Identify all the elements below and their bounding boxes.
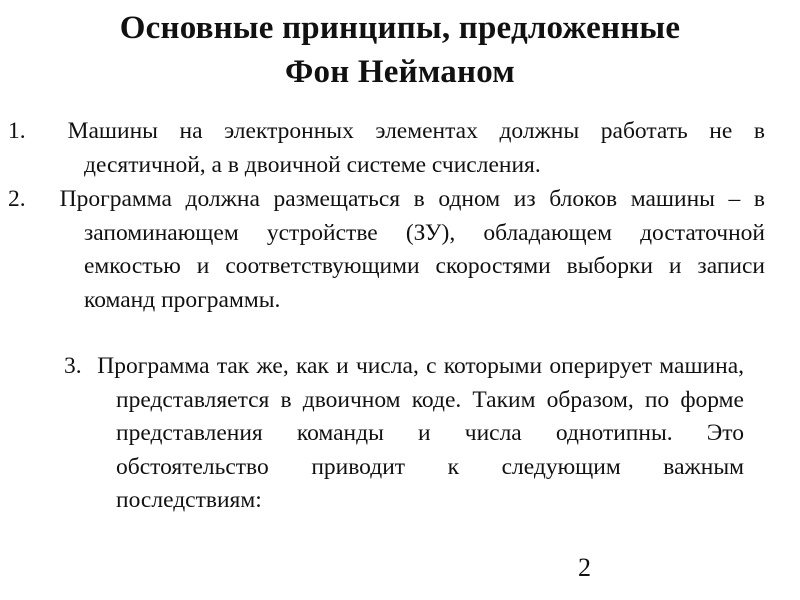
list-item-text: Программа так же, как и числа, с которыми оперирует машина, представляется в двоичном коде. Таким образом, по форме представления команды и числа однотипны. Это обстоятельство приводит к следующим важным последствиям:: [97, 353, 745, 513]
list-item-text: Программа должна размещаться в одном из блоков машины – в запоминающем устройстве (ЗУ), обладающем достаточной емкостью и соответствующими скоростями выборки и записи команд программы.: [59, 186, 766, 313]
page-number: 2: [578, 553, 591, 582]
slide-title-line-2: Фон Нейманом: [285, 54, 515, 90]
slide-title: [60, 6, 740, 94]
list-item-text: Машины на электронных элементах должны работать не в десятичной, а в двоичной системе счисления.: [67, 118, 765, 178]
list-item-1: 1. Машины на электронных элементах должны работать не в десятичной, а в двоичной системе счисления.: [8, 118, 765, 178]
list-item-3: 3. Программа так же, как и числа, с которыми оперирует машина, представляется в двоичном коде. Таким образом, по форме представления команды и числа однотипны. Это обстоятельство приводит к следующим важным последствиям:: [64, 353, 745, 513]
slide-title-line-1: Основные принципы, предложенные: [119, 10, 681, 46]
list-item-2: 2. Программа должна размещаться в одном из блоков машины – в запоминающем устройстве (ЗУ), обладающем достаточной емкостью и соответствующими скоростями выборки и записи команд программы.: [8, 186, 766, 313]
